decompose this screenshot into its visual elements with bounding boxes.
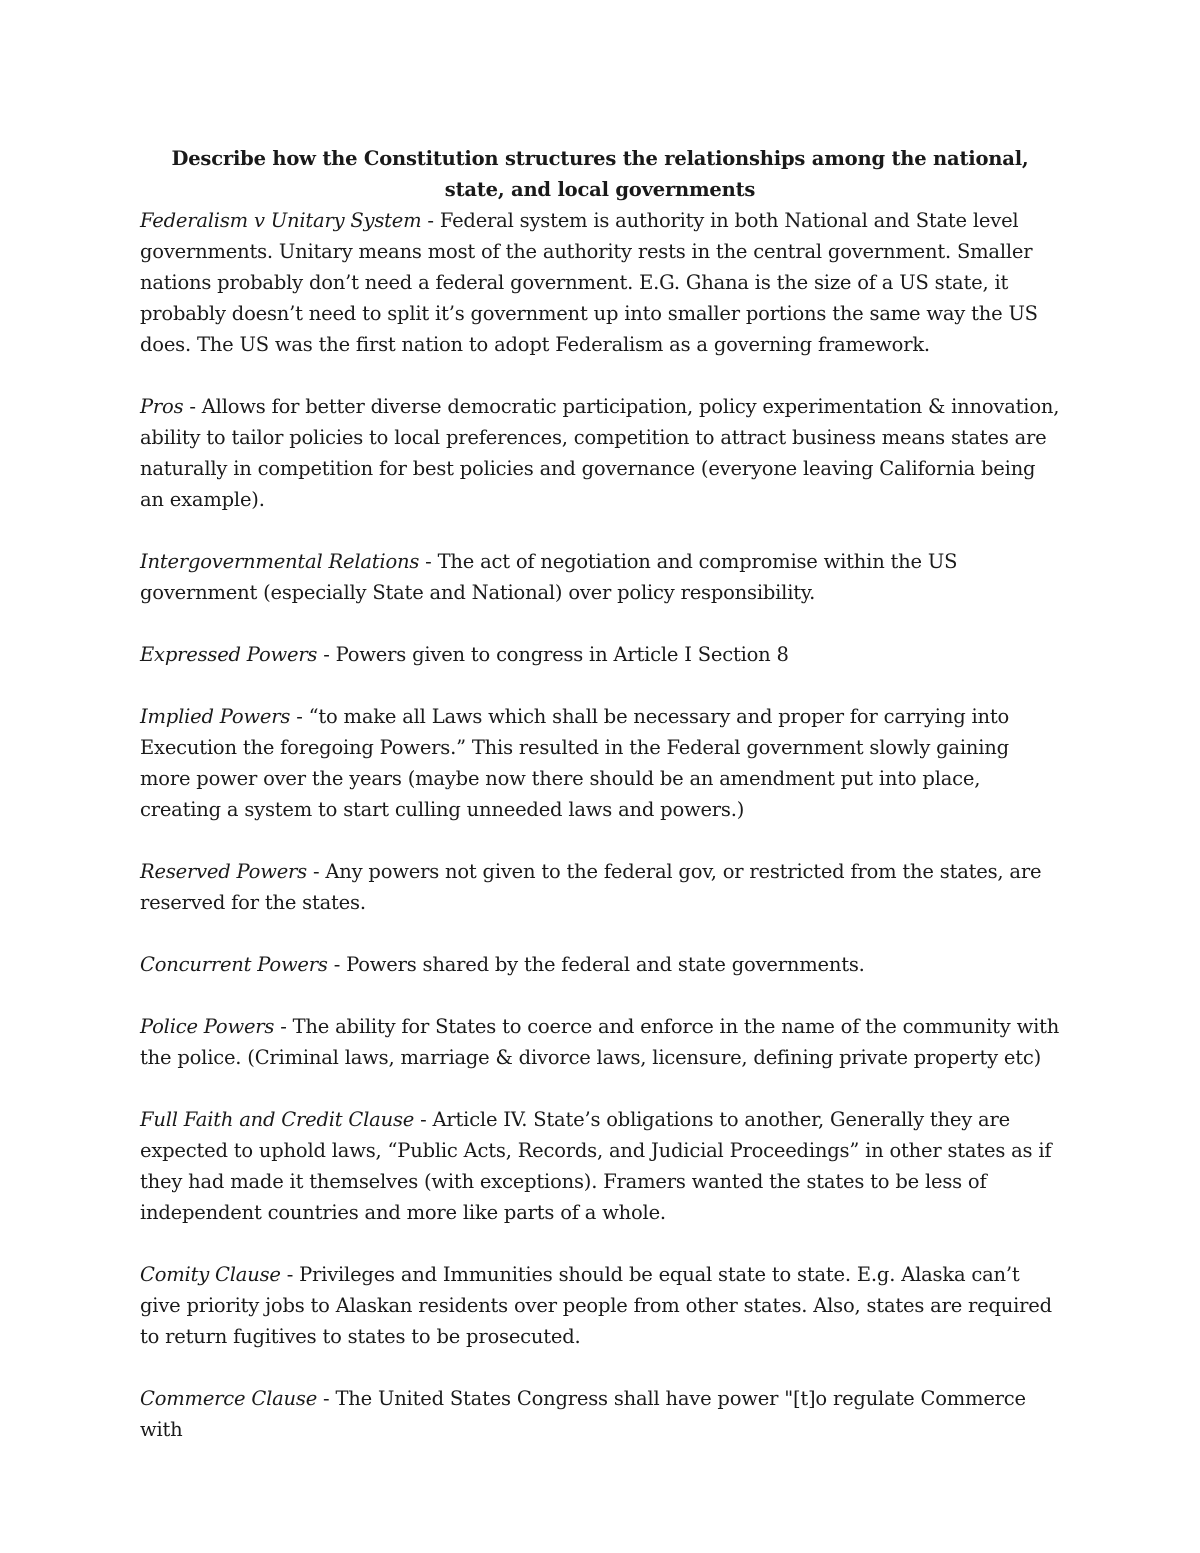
definition-pros: Allows for better diverse democratic participation, policy experimentation & innovation, ability to tailor policies to local preferences, competition to attract business means states are naturally in competition for best policies and governance (everyone leaving California being an example).	[140, 395, 1060, 511]
separator: -	[317, 643, 336, 666]
definition-comity-clause: Privileges and Immunities should be equal state to state. E.g. Alaska can’t give priority jobs to Alaskan residents over people from other states. Also, states are required to return fugitives to states to be prosecuted.	[140, 1263, 1052, 1348]
paragraph-full-faith-credit	[140, 1104, 1060, 1228]
paragraph-implied-powers	[140, 701, 1060, 825]
term-reserved-powers: Reserved Powers	[140, 860, 307, 883]
paragraph-concurrent-powers	[140, 949, 1060, 980]
term-comity-clause: Comity Clause	[140, 1263, 281, 1286]
paragraph-expressed-powers	[140, 639, 1060, 670]
term-federalism: Federalism v Unitary System	[140, 209, 422, 232]
definition-police-powers: The ability for States to coerce and enforce in the name of the community with the police. (Criminal laws, marriage & divorce laws, licensure, defining private property etc)	[140, 1015, 1060, 1069]
separator: -	[290, 705, 309, 728]
term-concurrent-powers: Concurrent Powers	[140, 953, 328, 976]
definition-expressed-powers: Powers given to congress in Article I Section 8	[335, 643, 789, 666]
term-commerce-clause: Commerce Clause	[140, 1387, 318, 1410]
definition-implied-powers: “to make all Laws which shall be necessary and proper for carrying into Execution the foregoing Powers.” This resulted in the Federal government slowly gaining more power over the years (maybe now there should be an amendment put into place, creating a system to start culling unneeded laws and powers.)	[140, 705, 1010, 821]
separator: -	[421, 209, 440, 232]
paragraph-reserved-powers	[140, 856, 1060, 918]
definition-full-faith-credit: Article IV. State’s obligations to another, Generally they are expected to uphold laws, “Public Acts, Records, and Judicial Proceedings” in other states as if they had made it themselves (with exceptions). Framers wanted the states to be less of independent countries and more like parts of a whole.	[140, 1108, 1052, 1224]
term-full-faith-credit: Full Faith and Credit Clause	[140, 1108, 415, 1131]
paragraph-intergovernmental-relations	[140, 546, 1060, 608]
definition-commerce-clause: The United States Congress shall have power "[t]o regulate Commerce with	[140, 1387, 1026, 1441]
term-implied-powers: Implied Powers	[140, 705, 291, 728]
paragraph-police-powers	[140, 1011, 1060, 1073]
separator: -	[280, 1263, 300, 1286]
separator: -	[327, 953, 347, 976]
paragraph-federalism	[140, 205, 1060, 360]
term-intergovernmental-relations: Intergovernmental Relations	[140, 550, 420, 573]
paragraph-commerce-clause	[140, 1383, 1060, 1445]
paragraph-comity-clause	[140, 1259, 1060, 1352]
term-pros: Pros	[140, 395, 184, 418]
separator: -	[183, 395, 202, 418]
separator: -	[414, 1108, 433, 1131]
definition-reserved-powers: Any powers not given to the federal gov, or restricted from the states, are reserved for the states.	[140, 860, 1042, 914]
document-content	[140, 143, 1060, 1476]
term-police-powers: Police Powers	[140, 1015, 275, 1038]
separator: -	[274, 1015, 293, 1038]
separator: -	[306, 860, 326, 883]
definition-intergovernmental-relations: The act of negotiation and compromise within the US government (especially State and National) over policy responsibility.	[140, 550, 958, 604]
document-title: Describe how the Constitution structures the relationships among the national, state, and local governments	[171, 147, 1029, 201]
definition-concurrent-powers: Powers shared by the federal and state governments.	[346, 953, 865, 976]
separator: -	[317, 1387, 336, 1410]
term-expressed-powers: Expressed Powers	[140, 643, 318, 666]
definition-federalism: Federal system is authority in both National and State level governments. Unitary means most of the authority rests in the central government. Smaller nations probably don’t need a federal government. E.G. Ghana is the size of a US state, it probably doesn’t need to split it’s government up into smaller portions the same way the US does. The US was the first nation to adopt Federalism as a governing framework.	[140, 209, 1038, 356]
paragraph-pros	[140, 391, 1060, 515]
separator: -	[419, 550, 438, 573]
